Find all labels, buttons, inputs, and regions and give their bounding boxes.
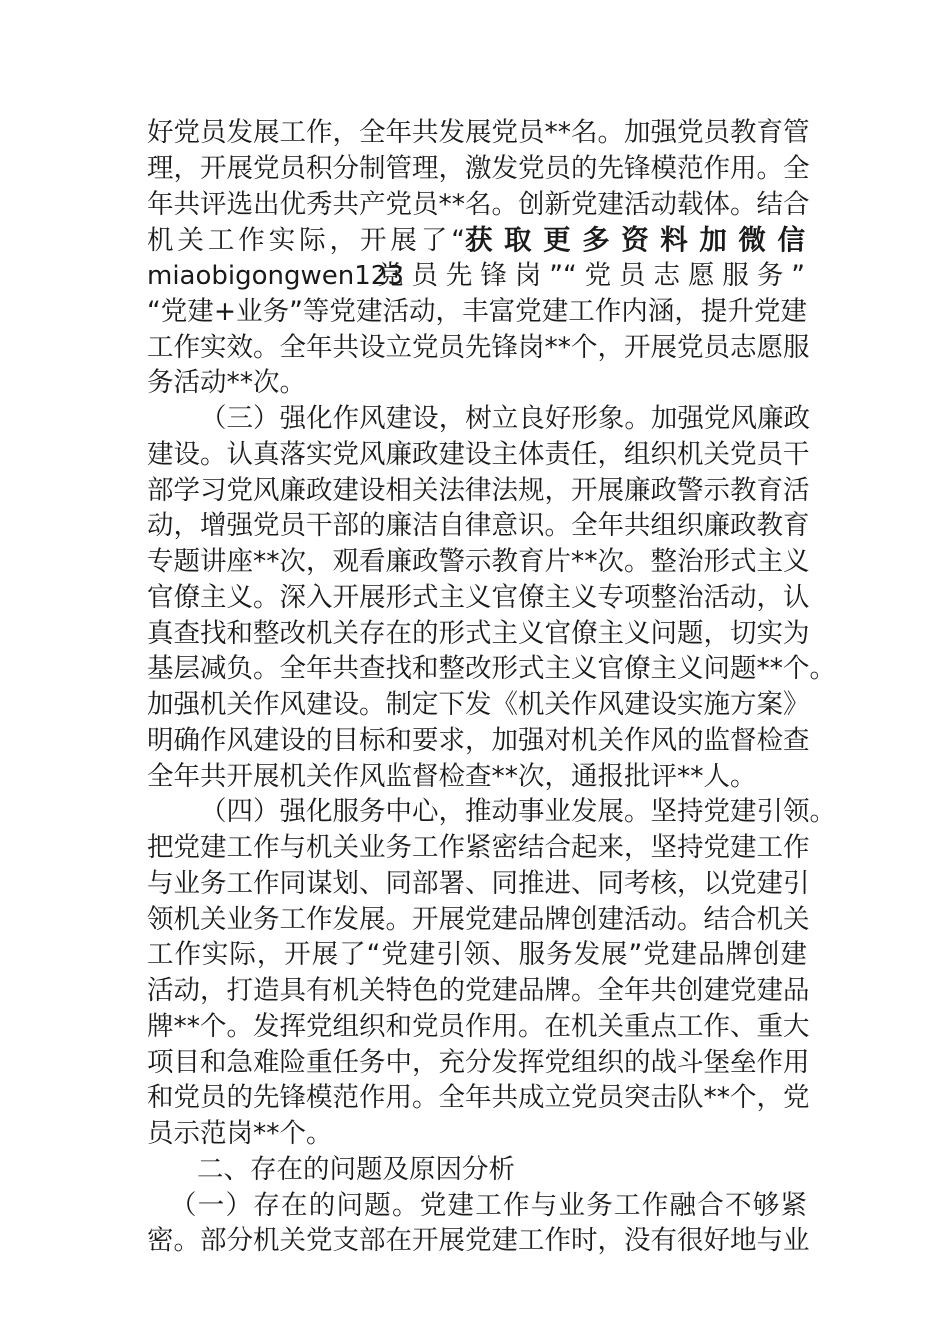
body-line: 活动，打造具有机关特色的党建品牌。全年共创建党建品 bbox=[147, 975, 810, 1006]
body-line: 好党员发展工作，全年共发展党员**名。加强党员教育管 bbox=[147, 117, 810, 148]
body-line: 把党建工作与机关业务工作紧密结合起来，坚持党建工作 bbox=[147, 832, 810, 863]
body-line: 建设。认真落实党风廉政建设主体责任，组织机关党员干 bbox=[147, 439, 810, 470]
body-line: “党建+业务”等党建活动，丰富党建工作内涵，提升党建 bbox=[147, 296, 807, 327]
body-line-ad bbox=[147, 258, 807, 294]
chapter-heading: 二、存在的问题及原因分析 bbox=[197, 1154, 515, 1185]
body-line: 密。部分机关党支部在开展党建工作时，没有很好地与业 bbox=[147, 1225, 810, 1256]
body-line: 部学习党风廉政建设相关法律法规，开展廉政警示教育活 bbox=[147, 475, 810, 506]
body-line: 年共评选出优秀共产党员**名。创新党建活动载体。结合 bbox=[147, 189, 810, 220]
body-line: 理，开展党员积分制管理，激发党员的先锋模范作用。全 bbox=[147, 153, 810, 184]
body-line: 动，增强党员干部的廉洁自律意识。全年共组织廉政教育 bbox=[147, 510, 810, 541]
ad-text: miaobigongwen123 bbox=[147, 261, 404, 291]
body-line: 明确作风建设的目标和要求，加强对机关作风的监督检查 bbox=[147, 725, 810, 756]
ad-text: 获取更多资料加微信 bbox=[465, 224, 805, 256]
body-line: 与业务工作同谋划、同部署、同推进、同考核，以党建引 bbox=[147, 868, 810, 899]
body-line: 领机关业务工作发展。开展党建品牌创建活动。结合机关 bbox=[147, 904, 810, 935]
body-line: 员示范岗**个。 bbox=[147, 1118, 333, 1149]
body-line: 基层减负。全年共查找和整改形式主义官僚主义问题**个。 bbox=[147, 653, 836, 684]
subsection-heading: （一）存在的问题。党建工作与业务工作融合不够紧 bbox=[170, 1190, 807, 1221]
body-line-ad bbox=[147, 222, 807, 258]
body-line: 工作实际，开展了“党建引领、服务发展”党建品牌创建 bbox=[147, 939, 807, 970]
body-line: 牌**个。发挥党组织和党员作用。在机关重点工作、重大 bbox=[147, 1011, 810, 1042]
body-line: 全年共开展机关作风监督检查**次，通报批评**人。 bbox=[147, 761, 757, 792]
body-line: 专题讲座**次，观看廉政警示教育片**次。整治形式主义 bbox=[147, 546, 810, 577]
body-line: 加强机关作风建设。制定下发《机关作风建设实施方案》 bbox=[147, 689, 810, 720]
body-line: 项目和急难险重任务中，充分发挥党组织的战斗堡垒作用 bbox=[147, 1047, 810, 1078]
body-line: 真查找和整改机关存在的形式主义官僚主义问题，切实为 bbox=[147, 618, 810, 649]
body-text: 机关工作实际，开展了“ bbox=[147, 225, 465, 256]
body-line: 工作实效。全年共设立党员先锋岗**个，开展党员志愿服 bbox=[147, 332, 810, 363]
section-heading-4: （四）强化服务中心，推动事业发展。坚持党建引领。 bbox=[200, 796, 836, 827]
body-line: 务活动**次。 bbox=[147, 367, 306, 398]
body-line: 和党员的先锋模范作用。全年共成立党员突击队**个，党 bbox=[147, 1082, 810, 1113]
section-heading-3: （三）强化作风建设，树立良好形象。加强党风廉政 bbox=[200, 403, 810, 434]
body-text: 党员先锋岗”“党员志愿服务” bbox=[377, 260, 805, 291]
body-line: 官僚主义。深入开展形式主义官僚主义专项整治活动，认 bbox=[147, 582, 810, 613]
